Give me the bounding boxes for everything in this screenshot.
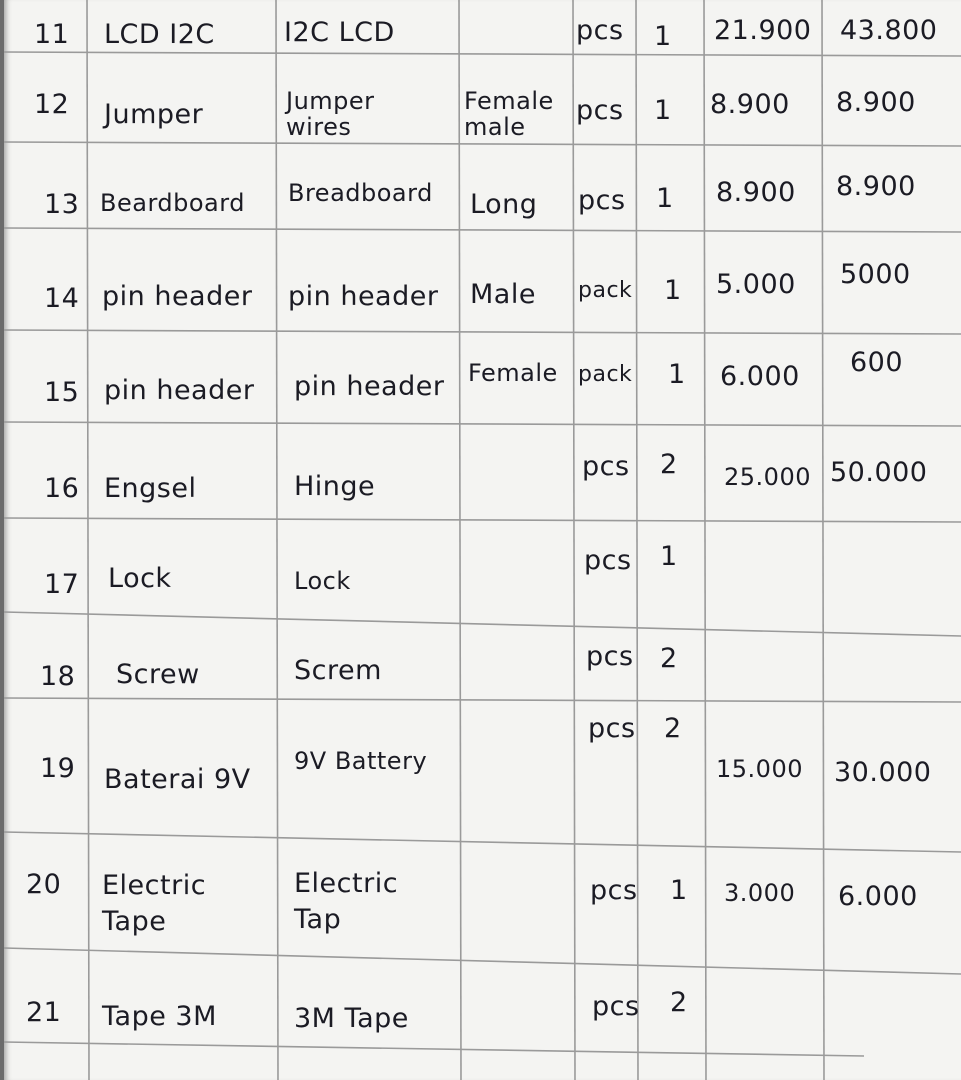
row-11-unit: pcs — [576, 15, 624, 46]
row-13-unit: pcs — [578, 185, 626, 216]
row-15-item: pin header — [104, 375, 255, 406]
row-21-spec: 3M Tape — [294, 1003, 409, 1034]
row-16-unit: pcs — [582, 451, 630, 482]
row-11-qty: 1 — [654, 21, 672, 52]
row-17-no: 17 — [44, 569, 80, 600]
row-11-no: 11 — [34, 19, 70, 50]
row-21-item: Tape 3M — [102, 1001, 217, 1032]
row-15-qty: 1 — [668, 359, 686, 390]
row-14-total: 5000 — [840, 259, 911, 290]
row-16-spec: Hinge — [294, 471, 376, 502]
row-14-unit: pack — [578, 278, 633, 303]
row-13-total: 8.900 — [836, 171, 916, 202]
row-21-qty: 2 — [670, 987, 688, 1018]
row-15-no: 15 — [44, 377, 80, 408]
row-14-qty: 1 — [664, 275, 682, 306]
row-14-item: pin header — [102, 281, 253, 312]
row-19-spec: 9V Battery — [294, 747, 428, 775]
row-14-type: Male — [470, 279, 536, 310]
row-20-total: 6.000 — [838, 881, 918, 912]
row-13-type: Long — [470, 189, 538, 220]
row-13-item: Beardboard — [100, 189, 245, 217]
row-15-price: 6.000 — [720, 361, 800, 392]
row-13-price: 8.900 — [716, 177, 796, 208]
row-11-spec: I2C LCD — [284, 17, 395, 48]
paper-sheet — [4, 0, 961, 1080]
row-21-no: 21 — [26, 997, 62, 1028]
row-15-unit: pack — [578, 362, 633, 387]
row-18-item: Screw — [116, 659, 200, 690]
row-19-unit: pcs — [588, 713, 636, 744]
row-18-qty: 2 — [660, 643, 678, 674]
row-13-no: 13 — [44, 189, 80, 220]
row-20-spec: Electric Tap — [294, 868, 399, 935]
row-15-type: Female — [468, 359, 558, 387]
row-16-qty: 2 — [660, 449, 678, 480]
row-12-qty: 1 — [654, 95, 672, 126]
row-14-spec: pin header — [288, 281, 439, 312]
row-20-unit: pcs — [590, 875, 638, 906]
row-15-total: 600 — [850, 347, 904, 378]
row-16-no: 16 — [44, 473, 80, 504]
row-11-total: 43.800 — [840, 15, 938, 46]
row-11-price: 21.900 — [714, 15, 812, 46]
row-19-total: 30.000 — [834, 757, 932, 788]
row-19-qty: 2 — [664, 713, 682, 744]
row-17-qty: 1 — [660, 541, 678, 572]
row-17-spec: Lock — [294, 567, 351, 595]
row-19-item: Baterai 9V — [104, 764, 251, 795]
row-19-no: 19 — [40, 753, 76, 784]
row-12-no: 12 — [34, 89, 70, 120]
row-16-item: Engsel — [104, 473, 197, 504]
row-20-qty: 1 — [670, 875, 688, 906]
row-17-unit: pcs — [584, 545, 632, 576]
row-13-qty: 1 — [656, 183, 674, 214]
row-16-price: 25.000 — [724, 463, 811, 491]
row-12-spec: Jumper wires — [286, 87, 375, 141]
row-20-item: Electric Tape — [102, 870, 207, 937]
row-14-price: 5.000 — [716, 269, 796, 300]
row-18-unit: pcs — [586, 641, 634, 672]
row-18-spec: Screm — [294, 655, 382, 686]
row-17-item: Lock — [108, 563, 172, 594]
row-11-item: LCD I2C — [104, 19, 215, 50]
row-20-no: 20 — [26, 869, 62, 900]
row-21-unit: pcs — [592, 991, 640, 1022]
row-19-price: 15.000 — [716, 755, 803, 783]
row-12-total: 8.900 — [836, 87, 916, 118]
row-18-no: 18 — [40, 661, 76, 692]
row-15-spec: pin header — [294, 371, 445, 402]
row-14-no: 14 — [44, 283, 80, 314]
row-12-price: 8.900 — [710, 89, 790, 120]
row-12-unit: pcs — [576, 95, 624, 126]
row-12-item: Jumper — [104, 99, 204, 130]
row-16-total: 50.000 — [830, 457, 928, 488]
row-20-price: 3.000 — [724, 879, 796, 907]
row-13-spec: Breadboard — [288, 179, 433, 207]
row-12-type: Female male — [464, 87, 554, 141]
